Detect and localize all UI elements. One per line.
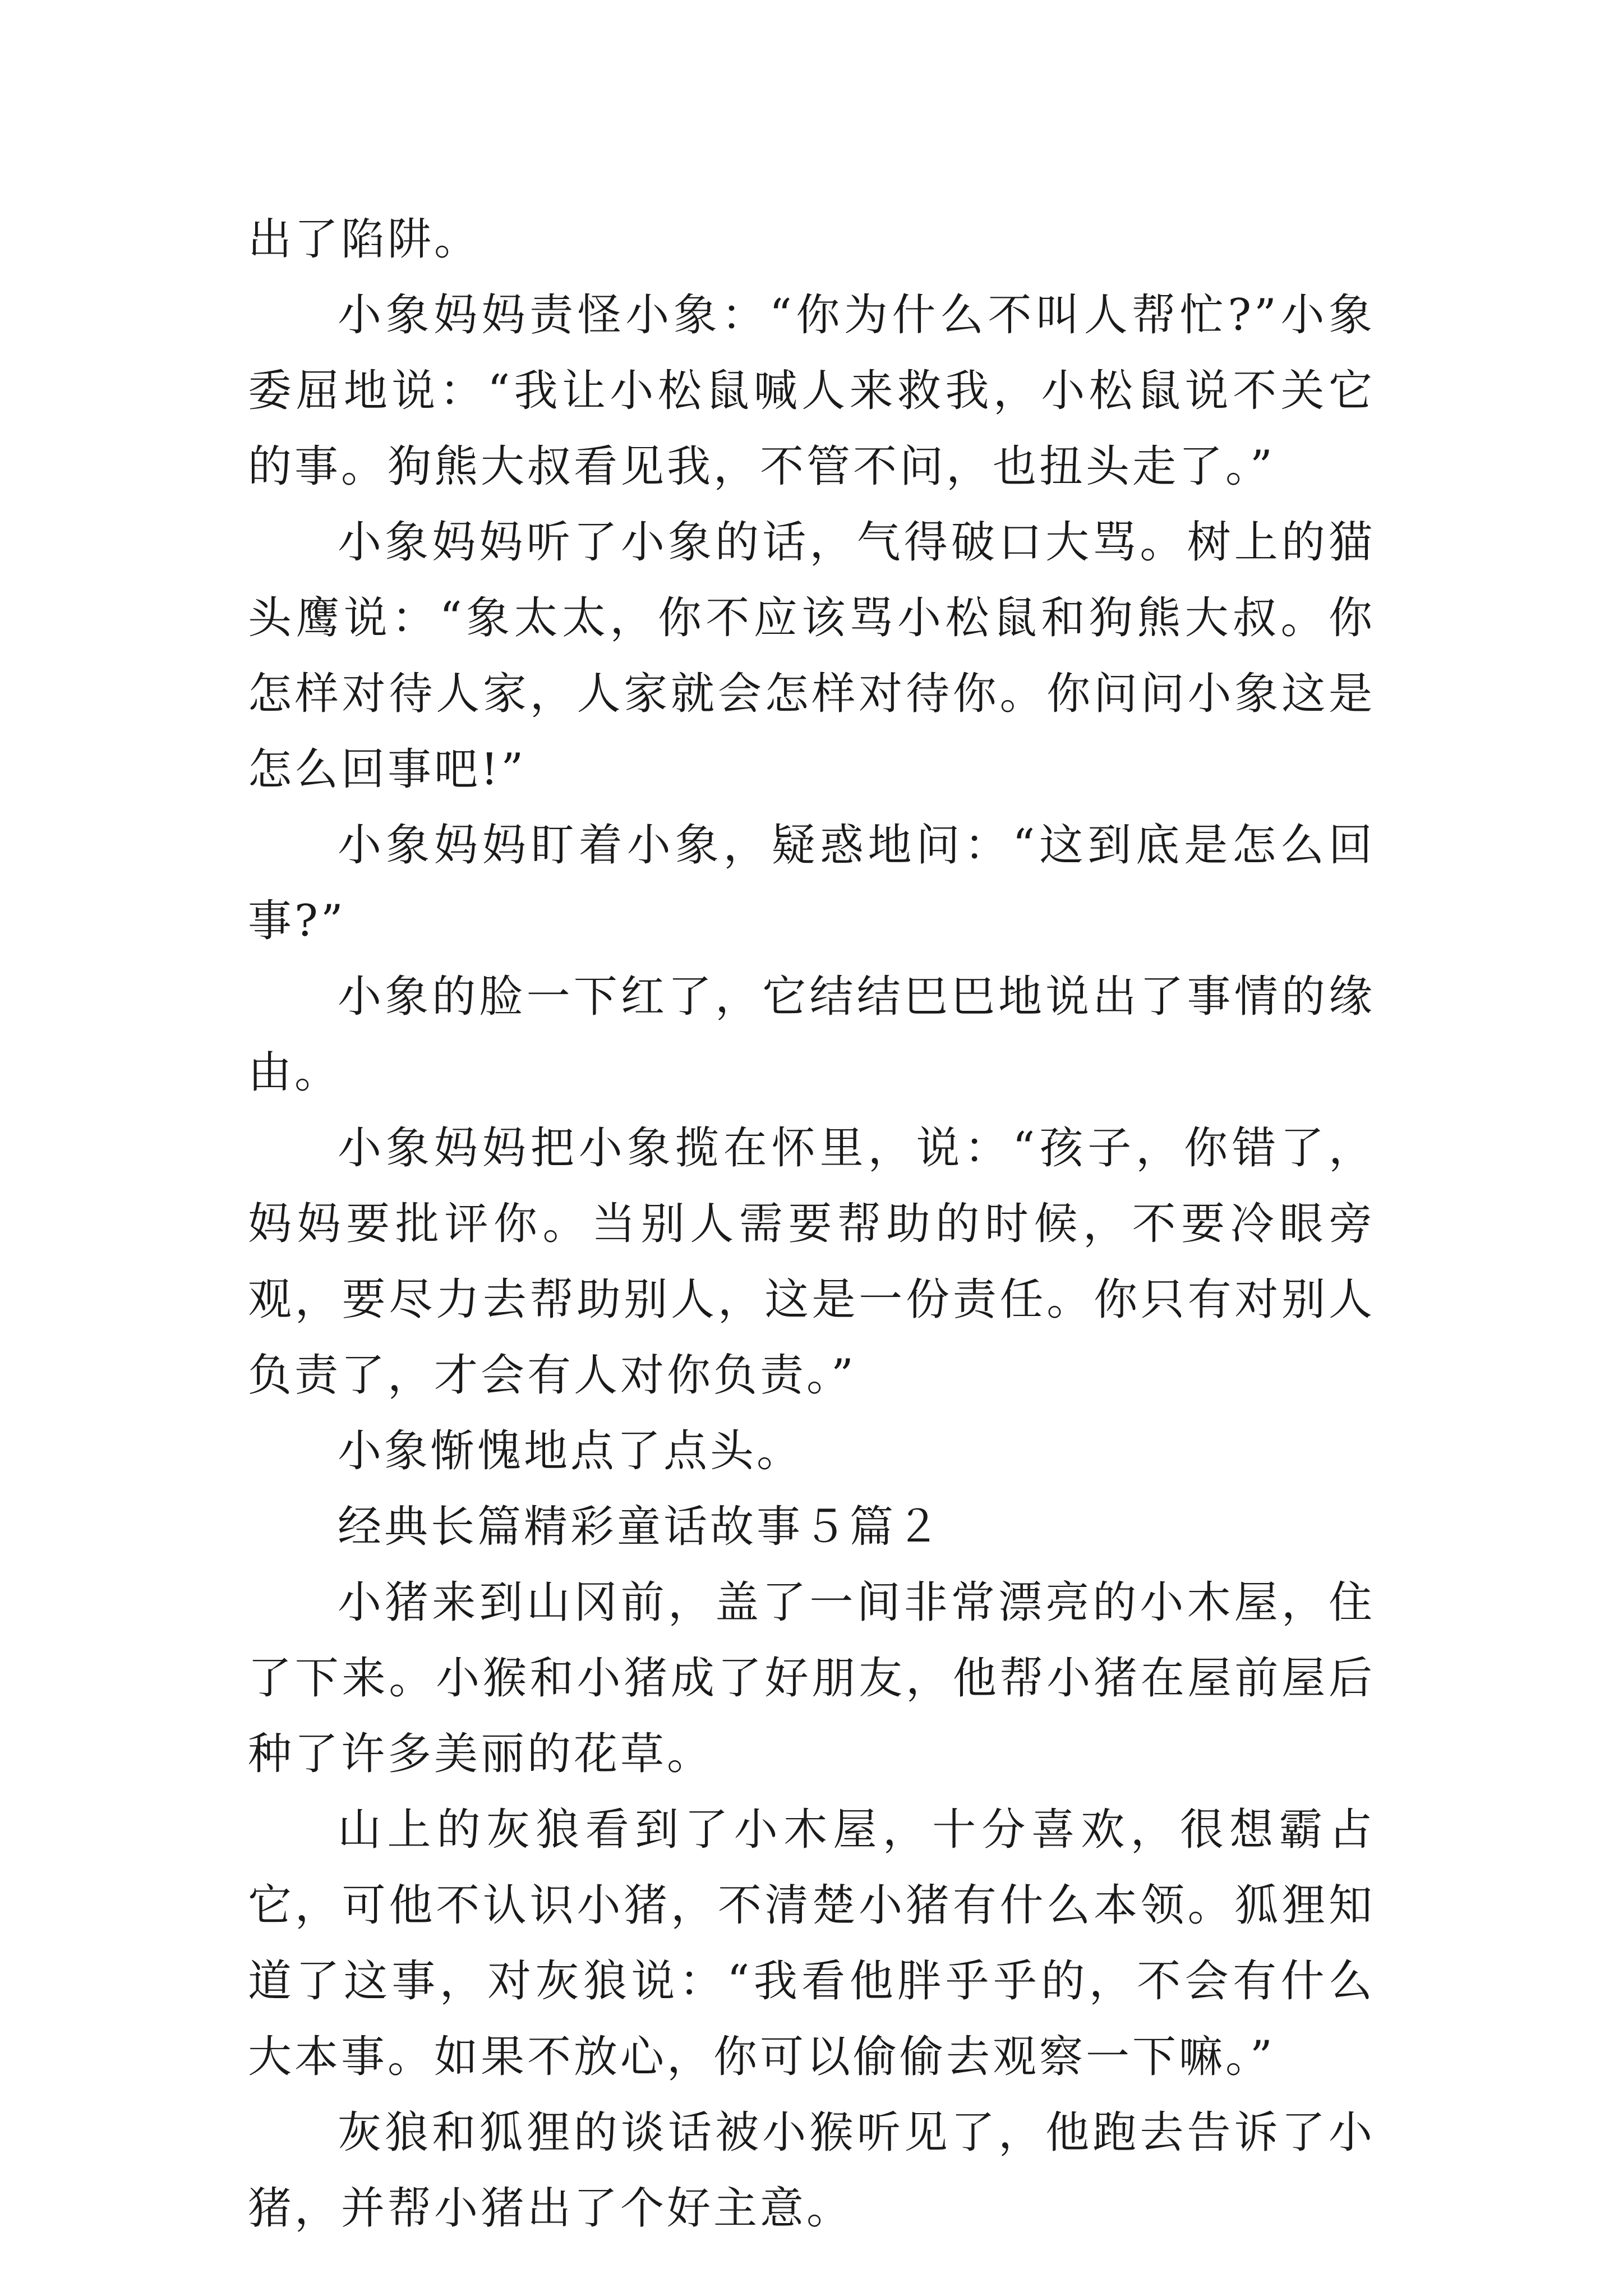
paragraph-5: 小象的脸一下红了，它结结巴巴地说出了事情的缘由。: [248, 972, 1375, 1098]
paragraph-3: 小象妈妈听了小象的话，气得破口大骂。树上的猫头鹰说：“象太太，你不应该骂小松鼠和狗熊大叔。你怎样对待人家，人家就会怎样对待你。你问问小象这是怎么回事吧!”: [248, 517, 1375, 795]
paragraph-7: 小象惭愧地点了点头。: [338, 1426, 804, 1476]
paragraph-4: 小象妈妈盯着小象，疑惑地问：“这到底是怎么回事?”: [248, 820, 1375, 946]
document-page: [248, 202, 1375, 2247]
paragraph-1: 出了陷阱。: [248, 214, 481, 265]
paragraph-9: 小猪来到山冈前，盖了一间非常漂亮的小木屋，住了下来。小猴和小猪成了好朋友，他帮小猪在屋前屋后种了许多美丽的花草。: [248, 1577, 1375, 1779]
section-heading: 经典长篇精彩童话故事５篇２: [338, 1502, 943, 1552]
paragraph-6: 小象妈妈把小象揽在怀里，说：“孩子，你错了，妈妈要批评你。当别人需要帮助的时候，不要冷眼旁观，要尽力去帮助别人，这是一份责任。你只有对别人负责了，才会有人对你负责。”: [248, 1123, 1375, 1401]
paragraph-10: 山上的灰狼看到了小木屋，十分喜欢，很想霸占它，可他不认识小猪，不清楚小猪有什么本领。狐狸知道了这事，对灰狼说：“我看他胖乎乎的，不会有什么大本事。如果不放心，你可以偷偷去观察一下嘛。”: [248, 1805, 1375, 2082]
paragraph-2: 小象妈妈责怪小象：“你为什么不叫人帮忙?”小象委屈地说：“我让小松鼠喊人来救我，小松鼠说不关它的事。狗熊大叔看见我，不管不问，也扭头走了。”: [248, 290, 1375, 492]
paragraph-11: 灰狼和狐狸的谈话被小猴听见了，他跑去告诉了小猪，并帮小猪出了个好主意。: [248, 2108, 1375, 2234]
